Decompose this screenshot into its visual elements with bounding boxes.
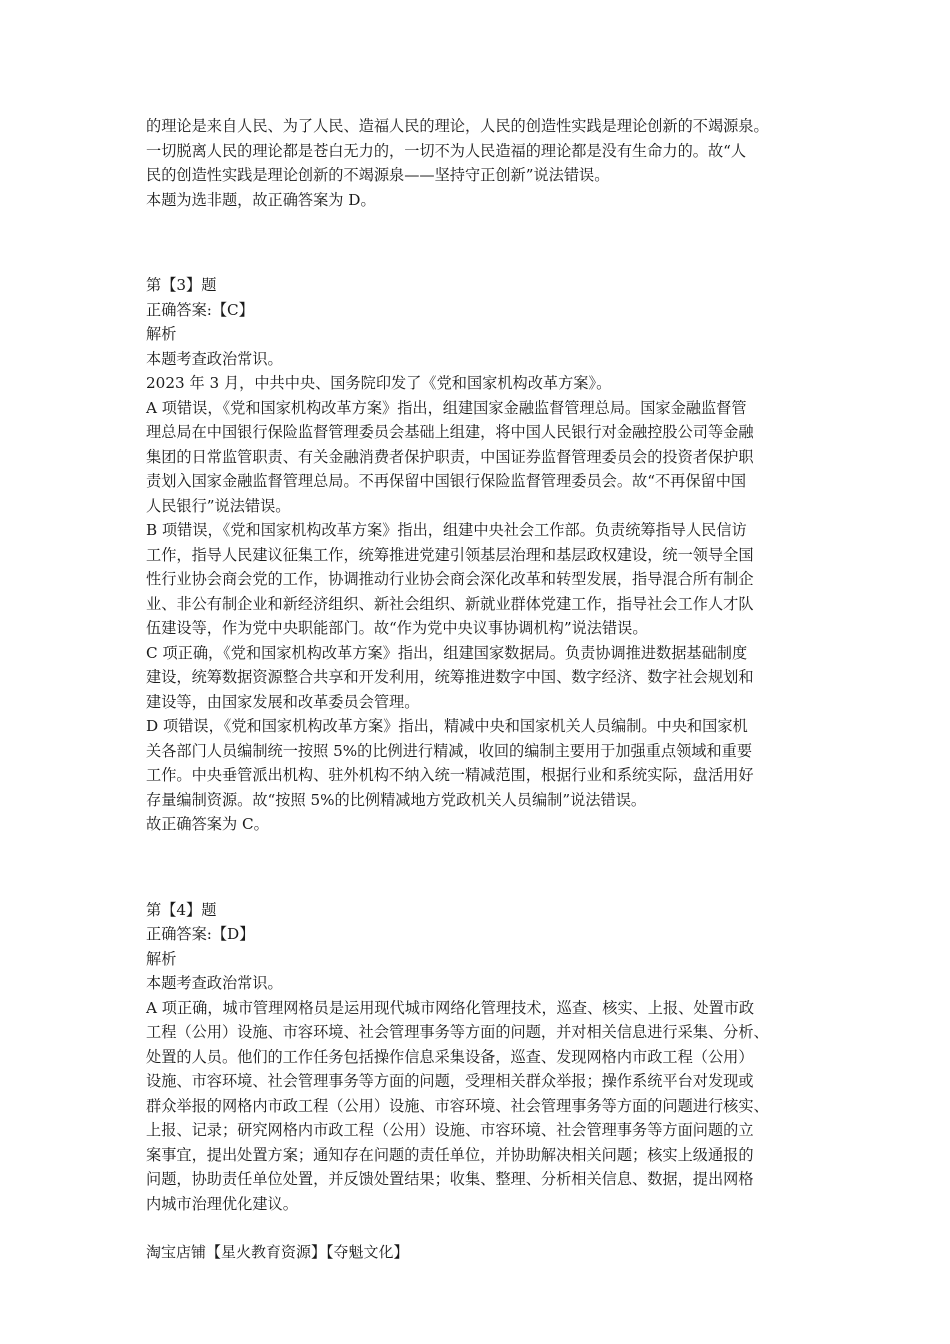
document-body	[146, 114, 810, 1216]
text-line: 设施、市容环境、社会管理事务等方面的问题，受理相关群众举报；操作系统平台对发现或	[146, 1072, 754, 1090]
text-line: 民的创造性实践是理论创新的不竭源泉——坚持守正创新”说法错误。	[146, 166, 610, 184]
question-3-section	[146, 273, 810, 837]
text-line: 工程（公用）设施、市容环境、社会管理事务等方面的问题，并对相关信息进行采集、分析、	[146, 1023, 769, 1041]
analysis-heading: 解析	[146, 949, 177, 968]
correct-answer: 正确答案:【D】	[146, 925, 255, 943]
text-line: 本题考查政治常识。	[146, 974, 283, 992]
question-4-section	[146, 898, 810, 1217]
text-line: 建设，统筹数据资源整合共享和开发利用，统筹推进数字中国、数字经济、数字社会规划和	[146, 668, 754, 686]
text-line: 责划入国家金融监督管理总局。不再保留中国银行保险监督管理委员会。故“不再保留中国	[146, 472, 747, 490]
text-line: A 项错误，《党和国家机构改革方案》指出，组建国家金融监督管理总局。国家金融监督管	[146, 398, 747, 417]
section-gap	[146, 837, 810, 898]
text-line: 业、非公有制企业和新经济组织、新社会组织、新就业群体党建工作，指导社会工作人才队	[146, 594, 754, 613]
text-line: 理总局在中国银行保险监督管理委员会基础上组建，将中国人民银行对金融控股公司等金融	[146, 423, 754, 441]
text-line: 一切脱离人民的理论都是苍白无力的，一切不为人民造福的理论都是没有生命力的。故“人	[146, 141, 747, 160]
text-line: 本题考查政治常识。	[146, 349, 283, 368]
question-title: 第【3】题	[146, 276, 217, 294]
text-line: 上报、记录；研究网格内市政工程（公用）设施、市容环境、社会管理事务等方面问题的立	[146, 1121, 754, 1139]
text-line: 案事宜，提出处置方案；通知存在问题的责任单位，并协助解决相关问题；核实上级通报的	[146, 1145, 754, 1164]
text-line: 存量编制资源。故“按照 5%的比例精减地方党政机关人员编制”说法错误。	[146, 790, 647, 809]
text-line: 2023 年 3 月，中共中央、国务院印发了《党和国家机构改革方案》。	[146, 374, 612, 392]
text-line: D 项错误，《党和国家机构改革方案》指出，精减中央和国家机关人员编制。中央和国家机	[146, 717, 748, 735]
section-gap	[146, 212, 810, 273]
text-line: 性行业协会商会党的工作，协调推动行业协会商会深化改革和转型发展，指导混合所有制企	[146, 570, 754, 588]
text-line: 的理论是来自人民、为了人民、造福人民的理论，人民的创造性实践是理论创新的不竭源泉。	[146, 117, 769, 135]
text-line: 内城市治理优化建议。	[146, 1194, 298, 1213]
text-line: 工作，指导人民建议征集工作，统筹推进党建引领基层治理和基层政权建设，统一领导全国	[146, 545, 754, 564]
text-line: 工作。中央垂管派出机构、驻外机构不纳入统一精减范围，根据行业和系统实际，盘活用好	[146, 766, 754, 784]
text-line: 处置的人员。他们的工作任务包括操作信息采集设备，巡查、发现网格内市政工程（公用）	[146, 1047, 754, 1066]
text-line: A 项正确，城市管理网格员是运用现代城市网络化管理技术，巡查、核实、上报、处置市政	[146, 998, 755, 1017]
correct-answer: 正确答案:【C】	[146, 300, 254, 319]
text-line: 建设等，由国家发展和改革委员会管理。	[146, 692, 420, 711]
text-line: 本题为选非题，故正确答案为 D。	[146, 190, 376, 209]
text-line: 问题，协助责任单位处置，并反馈处置结果；收集、整理、分析相关信息、数据，提出网格	[146, 1170, 754, 1188]
question-title: 第【4】题	[146, 900, 217, 919]
text-line: 关各部门人员编制统一按照 5%的比例进行精减，收回的编制主要用于加强重点领域和重要	[146, 741, 753, 760]
text-line: 伍建设等，作为党中央职能部门。故“作为党中央议事协调机构”说法错误。	[146, 619, 648, 637]
analysis-heading: 解析	[146, 325, 177, 343]
text-line: C 项正确，《党和国家机构改革方案》指出，组建国家数据局。负责协调推进数据基础制度	[146, 643, 748, 662]
intro-section	[146, 114, 810, 212]
footer-text: 淘宝店铺【星火教育资源】【夺魁文化】	[146, 1243, 409, 1261]
text-line: 群众举报的网格内市政工程（公用）设施、市容环境、社会管理事务等方面的问题进行核实、	[146, 1096, 769, 1115]
text-line: 集团的日常监管职责、有关金融消费者保护职责，中国证券监督管理委员会的投资者保护职	[146, 447, 754, 466]
text-line: B 项错误，《党和国家机构改革方案》指出，组建中央社会工作部。负责统筹指导人民信访	[146, 521, 747, 539]
text-line: 故正确答案为 C。	[146, 815, 269, 833]
text-line: 人民银行”说法错误。	[146, 496, 291, 515]
